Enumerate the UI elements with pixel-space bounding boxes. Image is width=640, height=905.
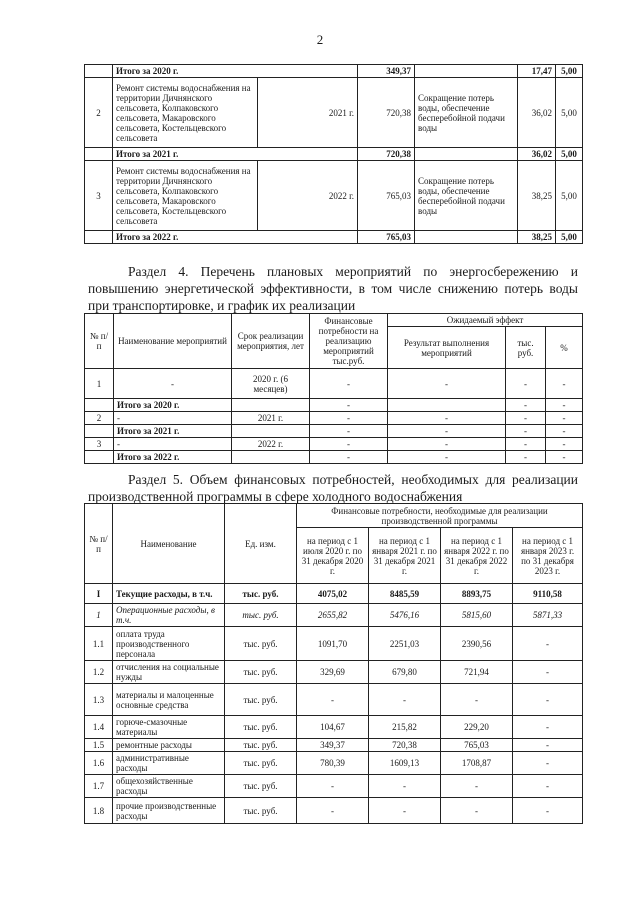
row-rub: -: [506, 425, 546, 438]
row-name: оплата труда производственного персонала: [113, 627, 225, 661]
section-4-heading: Раздел 4. Перечень плановых мероприятий по энергосбережению и повышению энергетической эффективности, в том числе снижению потерь воды при транспортировке, и график их реализации: [88, 264, 578, 313]
col-group: Финансовые потребности, необходимые для реализации производственной программы: [297, 504, 583, 528]
col-name: Наименование: [113, 504, 225, 584]
row-value: 329,69: [297, 661, 369, 684]
row-num: [85, 65, 113, 78]
row-value: -: [513, 661, 583, 684]
col-result: Результат выполнения мероприятий: [388, 327, 506, 369]
row-name: Ремонт системы водоснабжения на территории Дичнянского сельсовета, Колпаковского сельсовета, Макаровского сельсовета, Костельцевского сельсовета: [113, 161, 258, 231]
row-rub: -: [506, 369, 546, 399]
row-fin: -: [310, 438, 388, 451]
row-value: -: [441, 775, 513, 798]
row-value: 8893,75: [441, 584, 513, 604]
row-total-label: Итого за 2022 г.: [113, 231, 358, 244]
row-fin: -: [310, 451, 388, 464]
row-pct: -: [546, 369, 583, 399]
row-unit: тыс. руб.: [225, 584, 297, 604]
row-result: -: [388, 425, 506, 438]
row-name: -: [114, 412, 232, 425]
row-num: [85, 451, 114, 464]
row-unit: тыс. руб.: [225, 627, 297, 661]
row-value: 765,03: [441, 739, 513, 752]
row-result: -: [388, 412, 506, 425]
row-total-label: Итого за 2022 г.: [114, 451, 232, 464]
row-amount: 720,38: [358, 148, 415, 161]
table-row: [85, 451, 583, 464]
row-value: -: [369, 775, 441, 798]
row-rub: 38,25: [518, 231, 556, 244]
col-term: Срок реализации мероприятия, лет: [232, 314, 310, 369]
row-fin: -: [310, 412, 388, 425]
row-value: 349,37: [297, 739, 369, 752]
row-total-label: Итого за 2021 г.: [114, 425, 232, 438]
row-name: -: [114, 438, 232, 451]
table-row: [85, 627, 583, 661]
row-value: -: [297, 798, 369, 824]
row-term: [232, 425, 310, 438]
section-5-heading: Раздел 5. Объем финансовых потребностей, необходимых для реализации производственной программы в сфере холодного водоснабжения: [88, 472, 578, 504]
table-row: [85, 684, 583, 716]
row-pct: 5,00: [556, 231, 583, 244]
row-effect: [415, 231, 518, 244]
row-rub: -: [506, 451, 546, 464]
row-result: -: [388, 369, 506, 399]
row-pct: -: [546, 399, 583, 412]
row-rub: 36,02: [518, 78, 556, 148]
row-unit: тыс. руб.: [225, 752, 297, 775]
table-row: [85, 425, 583, 438]
row-value: -: [297, 684, 369, 716]
row-value: -: [513, 627, 583, 661]
row-value: -: [297, 775, 369, 798]
col-period-2022: на период с 1 января 2022 г. по 31 декабря 2022 г.: [441, 528, 513, 584]
row-value: -: [513, 752, 583, 775]
row-unit: тыс. руб.: [225, 775, 297, 798]
row-value: 104,67: [297, 716, 369, 739]
row-value: -: [441, 798, 513, 824]
col-period-2021: на период с 1 января 2021 г. по 31 декабря 2021 г.: [369, 528, 441, 584]
row-year: 2021 г.: [258, 78, 358, 148]
row-num: 1.3: [85, 684, 113, 716]
row-pct: -: [546, 412, 583, 425]
row-value: 780,39: [297, 752, 369, 775]
row-num: I: [85, 584, 113, 604]
row-effect: Сокращение потерь воды, обеспечение бесперебойной подачи воды: [415, 78, 518, 148]
table-row: [85, 161, 583, 231]
row-value: 2251,03: [369, 627, 441, 661]
row-value: 2655,82: [297, 604, 369, 627]
table-row: [85, 399, 583, 412]
row-rub: 17,47: [518, 65, 556, 78]
table-row: [85, 369, 583, 399]
col-fin: Финансовые потребности на реализацию мероприятий тыс.руб.: [310, 314, 388, 369]
row-rub: 38,25: [518, 161, 556, 231]
row-rub: -: [506, 399, 546, 412]
row-value: -: [513, 739, 583, 752]
row-num: 1.2: [85, 661, 113, 684]
row-num: 1.6: [85, 752, 113, 775]
table-row: [85, 65, 583, 78]
row-num: [85, 231, 113, 244]
row-num: 1.8: [85, 798, 113, 824]
row-value: 5871,33: [513, 604, 583, 627]
row-name: Ремонт системы водоснабжения на территории Дичнянского сельсовета, Колпаковского сельсовета, Макаровского сельсовета, Костельцевского сельсовета: [113, 78, 258, 148]
row-name: общехозяйственные расходы: [113, 775, 225, 798]
row-num: 1: [85, 604, 113, 627]
col-period-2023: на период с 1 января 2023 г. по 31 декабря 2023 г.: [513, 528, 583, 584]
row-value: -: [369, 798, 441, 824]
row-term: [232, 451, 310, 464]
row-num: [85, 425, 114, 438]
table-row: [85, 412, 583, 425]
row-value: -: [513, 798, 583, 824]
row-name: материалы и малоценные основные средства: [113, 684, 225, 716]
row-value: 9110,58: [513, 584, 583, 604]
table-row: [85, 148, 583, 161]
row-unit: тыс. руб.: [225, 684, 297, 716]
row-result: -: [388, 451, 506, 464]
row-value: -: [369, 684, 441, 716]
row-amount: 720,38: [358, 78, 415, 148]
row-fin: -: [310, 399, 388, 412]
table-row: [85, 661, 583, 684]
row-name: ремонтные расходы: [113, 739, 225, 752]
col-effect: Ожидаемый эффект: [388, 314, 583, 327]
row-term: 2021 г.: [232, 412, 310, 425]
row-num: 1: [85, 369, 114, 399]
col-unit: Ед. изм.: [225, 504, 297, 584]
row-amount: 765,03: [358, 231, 415, 244]
row-value: 4075,02: [297, 584, 369, 604]
table-row: [85, 584, 583, 604]
row-total-label: Итого за 2020 г.: [113, 65, 358, 78]
col-rub: тыс. руб.: [506, 327, 546, 369]
row-total-label: Итого за 2020 г.: [114, 399, 232, 412]
col-num: № п/п: [85, 504, 113, 584]
row-num: 2: [85, 78, 113, 148]
row-pct: 5,00: [556, 148, 583, 161]
table-row: [85, 604, 583, 627]
section-5-table: [84, 503, 583, 824]
row-rub: -: [506, 438, 546, 451]
page-number: 2: [316, 32, 324, 47]
row-result: -: [388, 438, 506, 451]
row-fin: -: [310, 369, 388, 399]
row-value: 215,82: [369, 716, 441, 739]
table-row: [85, 775, 583, 798]
row-num: 1.1: [85, 627, 113, 661]
row-name: административные расходы: [113, 752, 225, 775]
row-pct: 5,00: [556, 78, 583, 148]
row-unit: тыс. руб.: [225, 798, 297, 824]
row-name: Текущие расходы, в т.ч.: [113, 584, 225, 604]
repair-table: [84, 64, 583, 244]
row-unit: тыс. руб.: [225, 739, 297, 752]
table-row: [85, 798, 583, 824]
row-value: 721,94: [441, 661, 513, 684]
row-value: -: [513, 775, 583, 798]
row-value: -: [513, 684, 583, 716]
row-pct: -: [546, 425, 583, 438]
row-name: отчисления на социальные нужды: [113, 661, 225, 684]
row-value: 5815,60: [441, 604, 513, 627]
row-total-label: Итого за 2021 г.: [113, 148, 358, 161]
row-term: 2020 г. (6 месяцев): [232, 369, 310, 399]
row-value: 1609,13: [369, 752, 441, 775]
row-name: Операционные расходы, в т.ч.: [113, 604, 225, 627]
row-name: -: [114, 369, 232, 399]
row-unit: тыс. руб.: [225, 604, 297, 627]
col-pct: %: [546, 327, 583, 369]
row-num: 3: [85, 161, 113, 231]
row-value: -: [513, 716, 583, 739]
table-row: [85, 78, 583, 148]
row-pct: -: [546, 438, 583, 451]
row-fin: -: [310, 425, 388, 438]
row-num: 1.7: [85, 775, 113, 798]
section-4-table: [84, 313, 583, 464]
row-term: [232, 399, 310, 412]
row-value: 679,80: [369, 661, 441, 684]
row-num: [85, 148, 113, 161]
row-amount: 349,37: [358, 65, 415, 78]
row-value: 720,38: [369, 739, 441, 752]
col-num: № п/п: [85, 314, 114, 369]
row-pct: 5,00: [556, 161, 583, 231]
row-term: 2022 г.: [232, 438, 310, 451]
row-effect: [415, 148, 518, 161]
table-row: [85, 752, 583, 775]
row-pct: -: [546, 451, 583, 464]
row-num: 1.4: [85, 716, 113, 739]
row-value: 229,20: [441, 716, 513, 739]
row-effect: [415, 65, 518, 78]
row-value: 2390,56: [441, 627, 513, 661]
col-period-2020: на период с 1 июля 2020 г. по 31 декабря 2020 г.: [297, 528, 369, 584]
table-row: [85, 438, 583, 451]
table-row: [85, 716, 583, 739]
row-value: 1708,87: [441, 752, 513, 775]
row-unit: тыс. руб.: [225, 716, 297, 739]
row-rub: -: [506, 412, 546, 425]
row-result: [388, 399, 506, 412]
table-row: [85, 739, 583, 752]
row-num: 3: [85, 438, 114, 451]
row-value: 8485,59: [369, 584, 441, 604]
row-rub: 36,02: [518, 148, 556, 161]
row-value: -: [441, 684, 513, 716]
row-num: 2: [85, 412, 114, 425]
col-name: Наименование мероприятий: [114, 314, 232, 369]
row-value: 5476,16: [369, 604, 441, 627]
row-amount: 765,03: [358, 161, 415, 231]
row-num: 1.5: [85, 739, 113, 752]
table-row: [85, 231, 583, 244]
row-unit: тыс. руб.: [225, 661, 297, 684]
row-pct: 5,00: [556, 65, 583, 78]
row-name: прочие производственные расходы: [113, 798, 225, 824]
row-name: горюче-смазочные материалы: [113, 716, 225, 739]
row-year: 2022 г.: [258, 161, 358, 231]
row-effect: Сокращение потерь воды, обеспечение бесперебойной подачи воды: [415, 161, 518, 231]
row-num: [85, 399, 114, 412]
row-value: 1091,70: [297, 627, 369, 661]
